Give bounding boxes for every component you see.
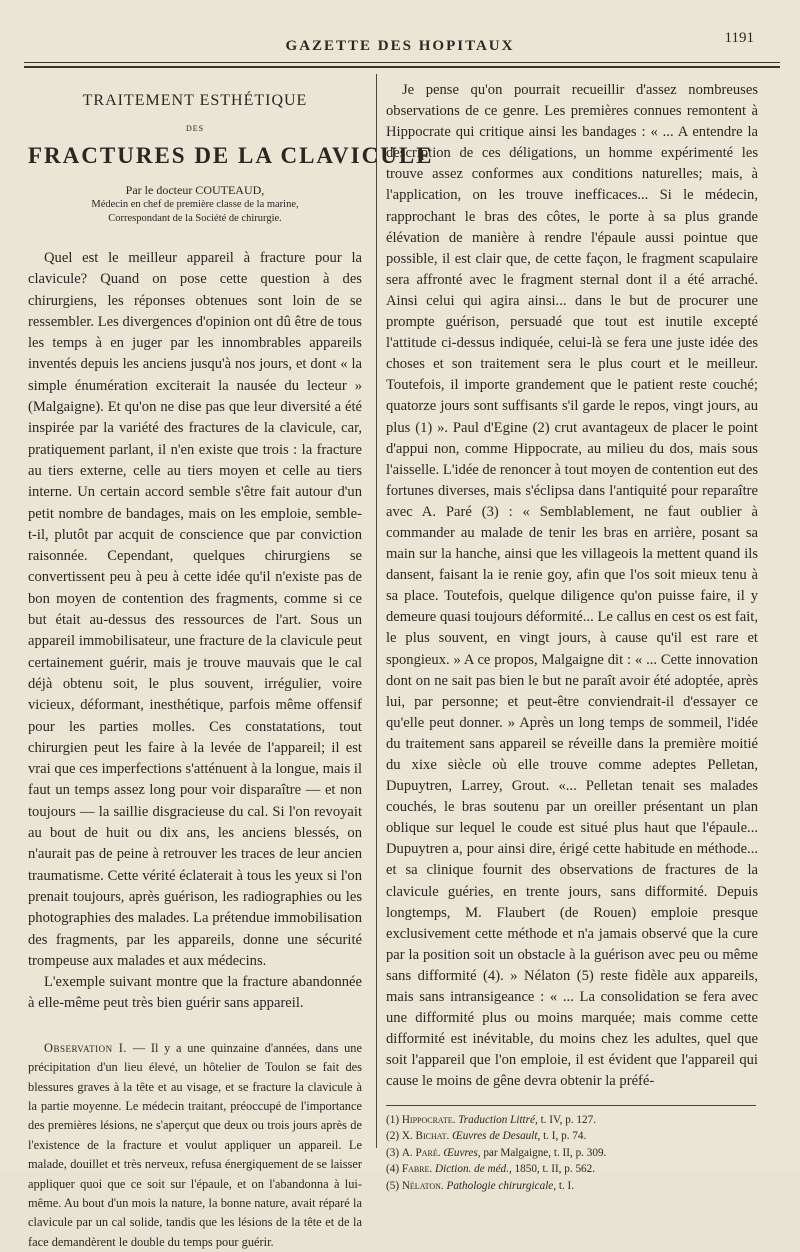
- footnote-number: (5): [386, 1179, 400, 1192]
- right-column: [386, 80, 758, 1194]
- footnote-rule: [386, 1105, 756, 1106]
- article-title-des: DES: [185, 124, 205, 133]
- footnote-work: Pathologie chirurgicale,: [446, 1179, 557, 1192]
- footnote-author: A. Paré.: [401, 1146, 441, 1159]
- author-byline: Par le docteur COUTEAUD,: [125, 183, 265, 197]
- footnote-item: [386, 1112, 758, 1129]
- footnote-number: (2): [386, 1130, 400, 1142]
- footnote-reference: t. IV, p. 127.: [537, 1113, 597, 1126]
- column-divider: [376, 74, 377, 1148]
- article-title-line1: TRAITEMENT ESTHÉTIQUE: [82, 92, 308, 109]
- observation-label: Observation I.: [44, 1040, 128, 1055]
- author-affiliation: Médecin en chef de première classe de la marine,: [91, 199, 299, 210]
- footnote-item: [386, 1178, 758, 1195]
- footnote-item: [386, 1128, 758, 1145]
- footnote-list: [386, 1112, 758, 1195]
- footnote-reference: t. I.: [556, 1179, 575, 1192]
- author-correspondent: Correspondant de la Société de chirurgie.: [108, 213, 282, 224]
- observation-paragraph: [28, 1039, 362, 1252]
- footnote-work: Diction. de méd.,: [435, 1163, 512, 1175]
- footnote-author: X. Bichat.: [401, 1130, 450, 1142]
- body-paragraph-1: Quel est le meilleur appareil à fracture pour la clavicule? Quand on pose cette question à des chirurgiens, les réponses obtenues sont loin de se ressembler. Les divergences d'opinion ont dû être de tous les temps à en juger par les innombrables appareils inventés depuis les anciens jusqu'à nos jours, et dont « la simple énumération exciterait la nausée du lecteur » (Malgaigne). Et qu'on ne dise pas que leur diversité a été inspirée par la variété des fractures de la clavicule, car, pratiquement parlant, il n'en existe que trois : la fracture au tiers externe, celle au tiers moyen et celle au tiers interne. Un certain accord semble s'être fait autour d'un petit nombre de bandages, mais on les emploie, semble-t-il, plutôt par acquit de conscience que par conviction raisonnée. Cependant, quelques chirurgiens se convertissent peu à peu à cette idée qu'il n'existe pas de bon moyen de contention des fragments, comme si ce but était au-dessus des ressources de l'art. Sous un appareil immobilisateur, une fracture de la clavicule peut certainement guérir, mais je trouve mauvais que le cal déjà obtenu soit, le plus souvent, irrégulier, voire vicieux, déformant, inesthétique, parfois même offensif pour les parties molles. Ces constatations, tout chirurgien peut les faire à la levée de l'appareil; il est vrai que ces imperfections s'atténuent à la longue, mais il faut un temps assez long pour voir disparaître — et non toujours — la saillie disgracieuse du cal. Si l'on revoyait au bout de huit ou dix ans, les anciens blessés, on n'aurait pas de peine à retrouver les traces de leur ancien traumatisme. Cette vérité éclaterait à tous les yeux si l'on prenait toujours, après guérison, les radiographies ou les photographies des malades. La prétendue immobilisation des fragments, par les appareils, donne une sécurité trompeuse aux malades et aux médecins.: [28, 250, 362, 969]
- footnote-reference: 1850, t. II, p. 562.: [511, 1163, 596, 1175]
- footnote-work: Œuvres de Desault,: [452, 1130, 541, 1142]
- page-number: 1191: [724, 30, 754, 46]
- header-rule: [24, 62, 780, 63]
- footnote-reference: par Malgaigne, t. II, p. 309.: [480, 1146, 607, 1159]
- observation-text: — Il y a une quinzaine d'années, dans une précipitation d'un lieu élevé, un hôtelier de Toulon se fait des blessures graves à la tête et au visage, et se fracture la clavicule à la partie moyenne. Le médecin traitant, préoccupé de l'importance des premières lésions, ne s'aperçut que deux ou trois jours après de l'existence de la fracture et voulut appliquer un appareil. Le malade, douillet et très nerveux, refusa énergiquement de se laisser appliquer quoi que ce soit sur l'épaule, et on l'abandonna à lui-même. Au bout d'un mois la nature, la bonne nature, avait réparé la clavicule par un cal solide, tandis que les lésions de la tête et de la face demandèrent le double du temps pour guérir.: [28, 1040, 362, 1249]
- footnote-work: Œuvres,: [443, 1146, 481, 1159]
- footnote-item: [386, 1161, 758, 1178]
- article-main-title: FRACTURES DE LA CLAVICULE: [28, 143, 434, 168]
- footnote-author: Nélaton.: [401, 1179, 444, 1192]
- footnote-number: (3): [386, 1146, 400, 1159]
- footnote-author: Fabre.: [401, 1163, 433, 1175]
- running-head: GAZETTE DES HOPITAUX: [285, 38, 515, 54]
- footnote-number: (1): [386, 1113, 400, 1126]
- footnote-item: [386, 1145, 758, 1162]
- body-paragraph-2: L'exemple suivant montre que la fracture abandonnée à elle-même peut très bien guérir sans appareil.: [28, 974, 362, 1012]
- footnote-reference: t. I, p. 74.: [540, 1130, 587, 1142]
- footnote-work: Traduction Littré,: [458, 1113, 538, 1126]
- right-body-paragraph: Je pense qu'on pourrait recueillir d'assez nombreuses observations de ce genre. Les premières connues remontent à Hippocrate qui critique ainsi les bandages : « ... A entendre la description de ces déligations, un homme expérimenté les trouve assez conformes aux conditions naturelles; mais, à l'application, on les trouve inefficaces... Si le médecin, rapprochant le bras des côtes, le porte à sa plus grande élévation de manière à rendre l'épaule aussi pointue que possible, il est clair que, de cette façon, le fragment scapulaire sera affronté avec le fragment sternal dont il a été arraché. Ainsi celui qui agira ainsi... dans le but de procurer une prompte guérison, persuadé que tout est inutile excepté l'attitude ci-dessus indiquée, celui-là se fera une juste idée des choses et son traitement sera le plus court et le meilleur. Toutefois, il importe grandement que le patient reste couché; quatorze jours sont suffisants s'il garde le repos, vingt jours, au plus (1) ». Paul d'Egine (2) crut avantageux de placer le point d'appui non, comme Hippocrate, au milieu du dos, mais sous l'aisselle. L'idée de renoncer à tout moyen de contention eut des fortunes diverses, mais s'éclipsa dans l'antiquité pour reparaître avec A. Paré (3) : « Semblablement, ne faut oublier à commander au malade de tenir les bras en arrière, posant sa main sur la hanche, ainsi que les villageois la mettent quand ils dansent, faisant la ie renie goy, afin que l'os soit mieux tenu à sa place. Toutefois, quelque diligence qu'on puisse faire, il y demeure quasi toujours déformité... Le callus en cest os est fait, le plus souvent, en vingt jours, à cause qu'il est rare et spongieux. » A ce propos, Malgaigne dit : « ... Cette innovation dont on ne sait pas bien le but ne paraît avoir été adoptée, après lui, par personne; et peut-être conviendrait-il d'essayer ce qu'elle peut donner. » Après un long temps de sommeil, l'idée du traitement sans appareil se réveille dans la première moitié du xixe siècle où elle trouve comme adeptes Pelletan, Dupuytren, Larrey, Grout. «... Pelletan tenait ses malades couchés, le bras soutenu par un oreiller présentant un plan oblique sur lequel le coude est situé plus haut que l'épaule... Dupuytren a, pour ainsi dire, érigé cette habitude en méthode... et sa clinique fournit des observations de fractures de la clavicule guéries, en trente jours, sans difformité. Depuis longtemps, M. Flaubert (de Rouen) emploie presque exclusivement cette méthode et n'a jamais observé que la cure par la position soit un obstacle à la guérison avec peu ou même sans difformité (4). » Nélaton (5) reste fidèle aux appareils, mais sans intransigeance : « ... La consolidation se fera avec une difformité plus ou moins marquée; mais comme cette difformité est inévitable, du moins chez les adultes, quel que soit l'appareil que l'on emploie, il est évident que l'appareil qui cause le moins de gêne devra obtenir la préfé-: [386, 82, 758, 1090]
- footnote-author: Hippocrate.: [401, 1113, 456, 1126]
- header-rule-double: [24, 66, 780, 68]
- footnote-number: (4): [386, 1163, 400, 1175]
